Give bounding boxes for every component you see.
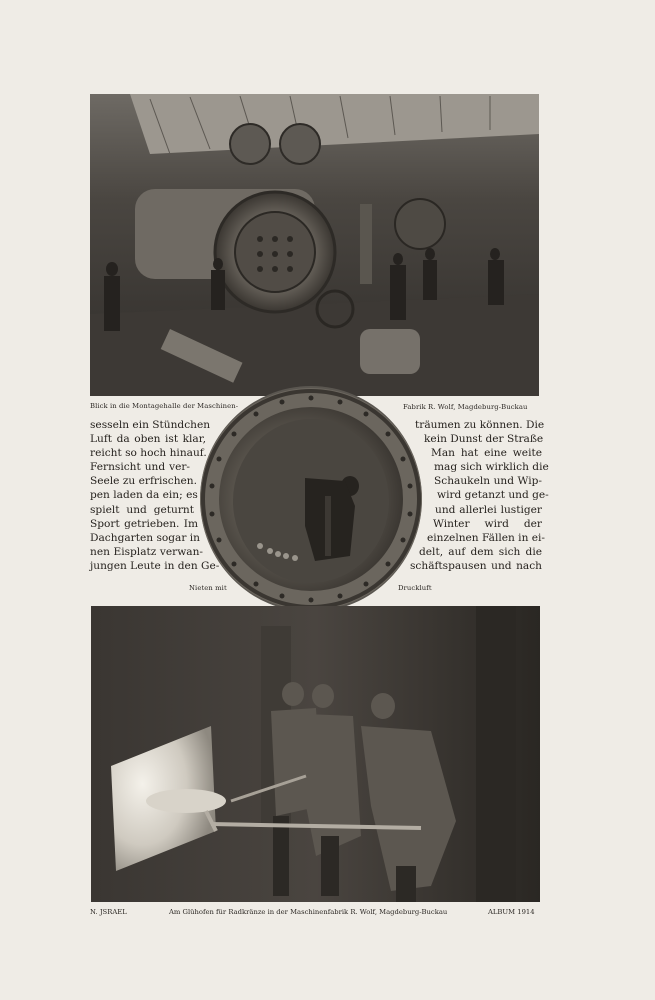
- body-line: pen laden da ein; es: [90, 489, 198, 502]
- footer-album: ALBUM 1914: [488, 908, 535, 916]
- body-line: reicht so hoch hinauf.: [90, 447, 207, 460]
- body-line: delt, auf dem sich die: [419, 545, 542, 558]
- body-line: einzelnen Fällen in ei-: [427, 531, 545, 544]
- round-photo-caption-left: Nieten mit: [189, 584, 227, 592]
- footer-author: N. JSRAEL: [90, 908, 127, 916]
- top-photo-caption-left: Blick in die Montagehalle der Maschinen-: [90, 402, 239, 410]
- body-line: wird getanzt und ge-: [437, 489, 549, 502]
- bottom-photo-caption: Am Glühofen für Radkränze in der Maschinenfabrik R. Wolf, Magdeburg-Buckau: [169, 908, 448, 916]
- furnace-photo: [91, 606, 540, 902]
- body-line: und allerlei lustiger: [435, 503, 542, 516]
- body-line: kein Dunst der Straße: [424, 433, 544, 446]
- body-line: Winter wird der: [433, 517, 542, 530]
- body-line: Luft da oben ist klar,: [90, 433, 206, 446]
- body-line: jungen Leute in den Ge-: [90, 559, 220, 572]
- body-line: Seele zu erfrischen.: [90, 475, 197, 488]
- body-line: Sport getrieben. Im: [90, 517, 198, 530]
- assembly-hall-photo: [90, 94, 539, 396]
- body-line: Fernsicht und ver-: [90, 461, 190, 474]
- body-line: Man hat eine weite: [431, 447, 542, 460]
- round-photo-caption-right: Druckluft: [398, 584, 432, 592]
- body-line: mag sich wirklich die: [434, 461, 549, 474]
- body-line: nen Eisplatz verwan-: [90, 545, 203, 558]
- body-line: Schaukeln und Wip-: [434, 475, 542, 488]
- top-photo-caption-right: Fabrik R. Wolf, Magdeburg-Buckau: [403, 403, 528, 411]
- body-line: spielt und geturnt: [90, 503, 194, 516]
- riveting-round-photo: [200, 386, 422, 612]
- body-line: schäftspausen und nach: [410, 559, 542, 572]
- body-line: träumen zu können. Die: [415, 419, 545, 431]
- body-line: Dachgarten sogar in: [90, 531, 200, 544]
- body-line: sesseln ein Stündchen: [90, 419, 211, 431]
